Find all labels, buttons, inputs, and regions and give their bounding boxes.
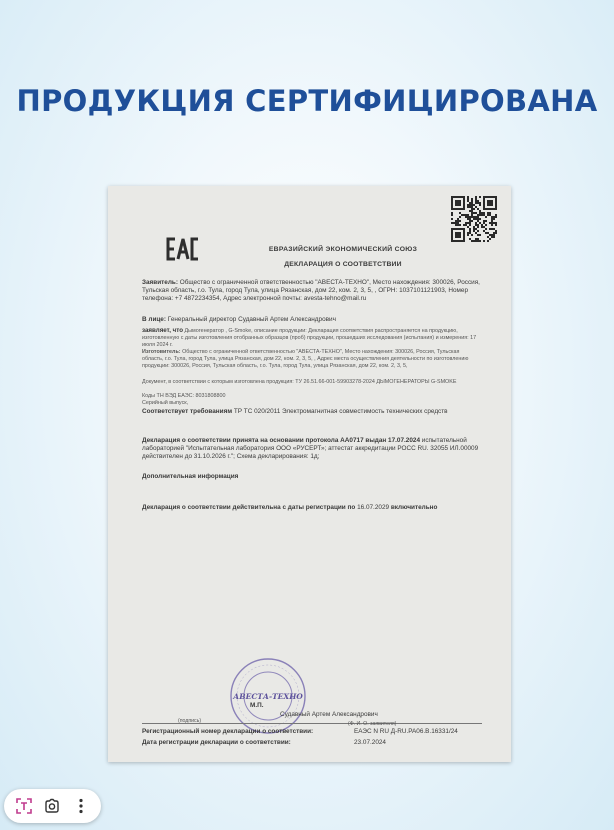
declaration-document [108,186,511,762]
image-toolbar [4,789,101,823]
manufacturer-paragraph [142,349,482,370]
more-options-button[interactable] [69,794,93,818]
validity-suffix: включительно [390,504,438,511]
basis-text: испытательной лабораторией "Испытательная лаборатория ООО «РУСЕРТ»; аттестат аккредитации РОСС RU. 32055 ИЛ.00009 действителен до 31.10.2026 г."; Схема декларирования: 1д; [142,437,479,461]
applicant-text: Общество с ограниченной ответственностью "АВЕСТА-ТЕХНО", Место нахождения: 300026, Россия, Тульская область, г.о. Тула, город Тула, улица Рязанская, дом 22, ком. 2, 3, 5, , ОГРН: 1037101121903, Номер телефона: +7 4872234354, Адрес электронной почты: avesta-tehno@mail.ru [142,279,480,303]
serial-paragraph: Серийный выпуск, [142,400,189,406]
declares-label: заявляет, что [142,327,183,334]
basis-paragraph [142,437,482,462]
page-heading: ПРОДУКЦИЯ СЕРТИФИЦИРОВАНА [16,84,598,118]
validity-date: 16.07.2029 [357,504,390,511]
person-text: Генеральный директор Судавный Артем Александрович [167,316,336,323]
qr-code-icon [451,196,497,242]
stamp-place-label: М.П. [250,702,264,709]
declares-text: Дымогенератор , G-Smoke, описание продукции: Декларация соответствия распространяется на продукцию, изготовленную с даты изготовления отобранных образцов (проб) продукции, прошедших исследования (испытания) и измерения: 17 июля 2024 г. [142,328,477,349]
reg-number-value: ЕАЭС N RU Д-RU.PA06.B.16331/24 [354,728,458,735]
codes-paragraph: Коды ТН ВЭД ЕАЭС: 8031808800 [142,393,226,399]
signature-caption: (подпись) [178,718,202,724]
union-title: ЕВРАЗИЙСКИЙ ЭКОНОМИЧЕСКИЙ СОЮЗ [268,246,418,253]
text-recognition-button[interactable] [12,794,36,818]
manufacturer-label: Изготовитель: [142,349,181,355]
basis-label: Декларация о соответствии принята на основании протокола АА0717 выдан 17.07.2024 [142,437,421,444]
signer-name: Судавный Артем Александрович [280,711,378,718]
stamp-text: АВЕСТА-ТЕХНО [233,692,303,701]
conforms-label: Соответствует требованиям [142,408,233,415]
company-stamp [228,656,308,736]
declares-paragraph [142,327,482,349]
visual-search-icon [43,797,61,815]
reg-date-value: 23.07.2024 [354,739,386,746]
reg-number-label: Регистрационный номер декларации о соответствии: [142,728,314,735]
fio-caption: (Ф. И. О. заявителя) [348,721,397,727]
eac-logo-icon [166,236,200,262]
conforms-paragraph [142,408,482,416]
visual-search-button[interactable] [40,794,64,818]
validity-paragraph [142,504,482,512]
reg-date-label: Дата регистрации декларации о соответствии: [142,739,291,746]
person-label: В лице: [142,316,166,323]
document-title: ДЕКЛАРАЦИЯ О СООТВЕТСТВИИ [284,261,402,268]
text-recognition-icon [15,797,33,815]
document-basis-paragraph: Документ, в соответствии с которым изготовлена продукция: ТУ 26.51.66-001-59903278-2024 ДЫМОГЕНЕРАТОРЫ G-SMOKE [142,379,457,385]
validity-label: Декларация о соответствии действительна с даты регистрации по [142,504,356,511]
additional-info-label: Дополнительная информация [142,473,239,480]
more-options-icon [72,797,90,815]
manufacturer-text: Общество с ограниченной ответственностью "АВЕСТА-ТЕХНО", Место нахождения: 300026, Россия, Тульская область, г.о. Тула, город Тула, улица Рязанская, дом 22, ком. 2, 3, 5, , Адрес места осуществления деятельности по изготовлению продукции: 300026, Россия, Тульская область, г.о. Тула, город Тула, улица Рязанская, дом 22, ком. 2, 3, 5, [142,349,469,370]
conforms-text: ТР ТС 020/2011 Электромагнитная совместимость технических средств [233,408,448,415]
person-paragraph [142,316,482,324]
applicant-paragraph [142,279,482,304]
applicant-label: Заявитель: [142,279,178,286]
